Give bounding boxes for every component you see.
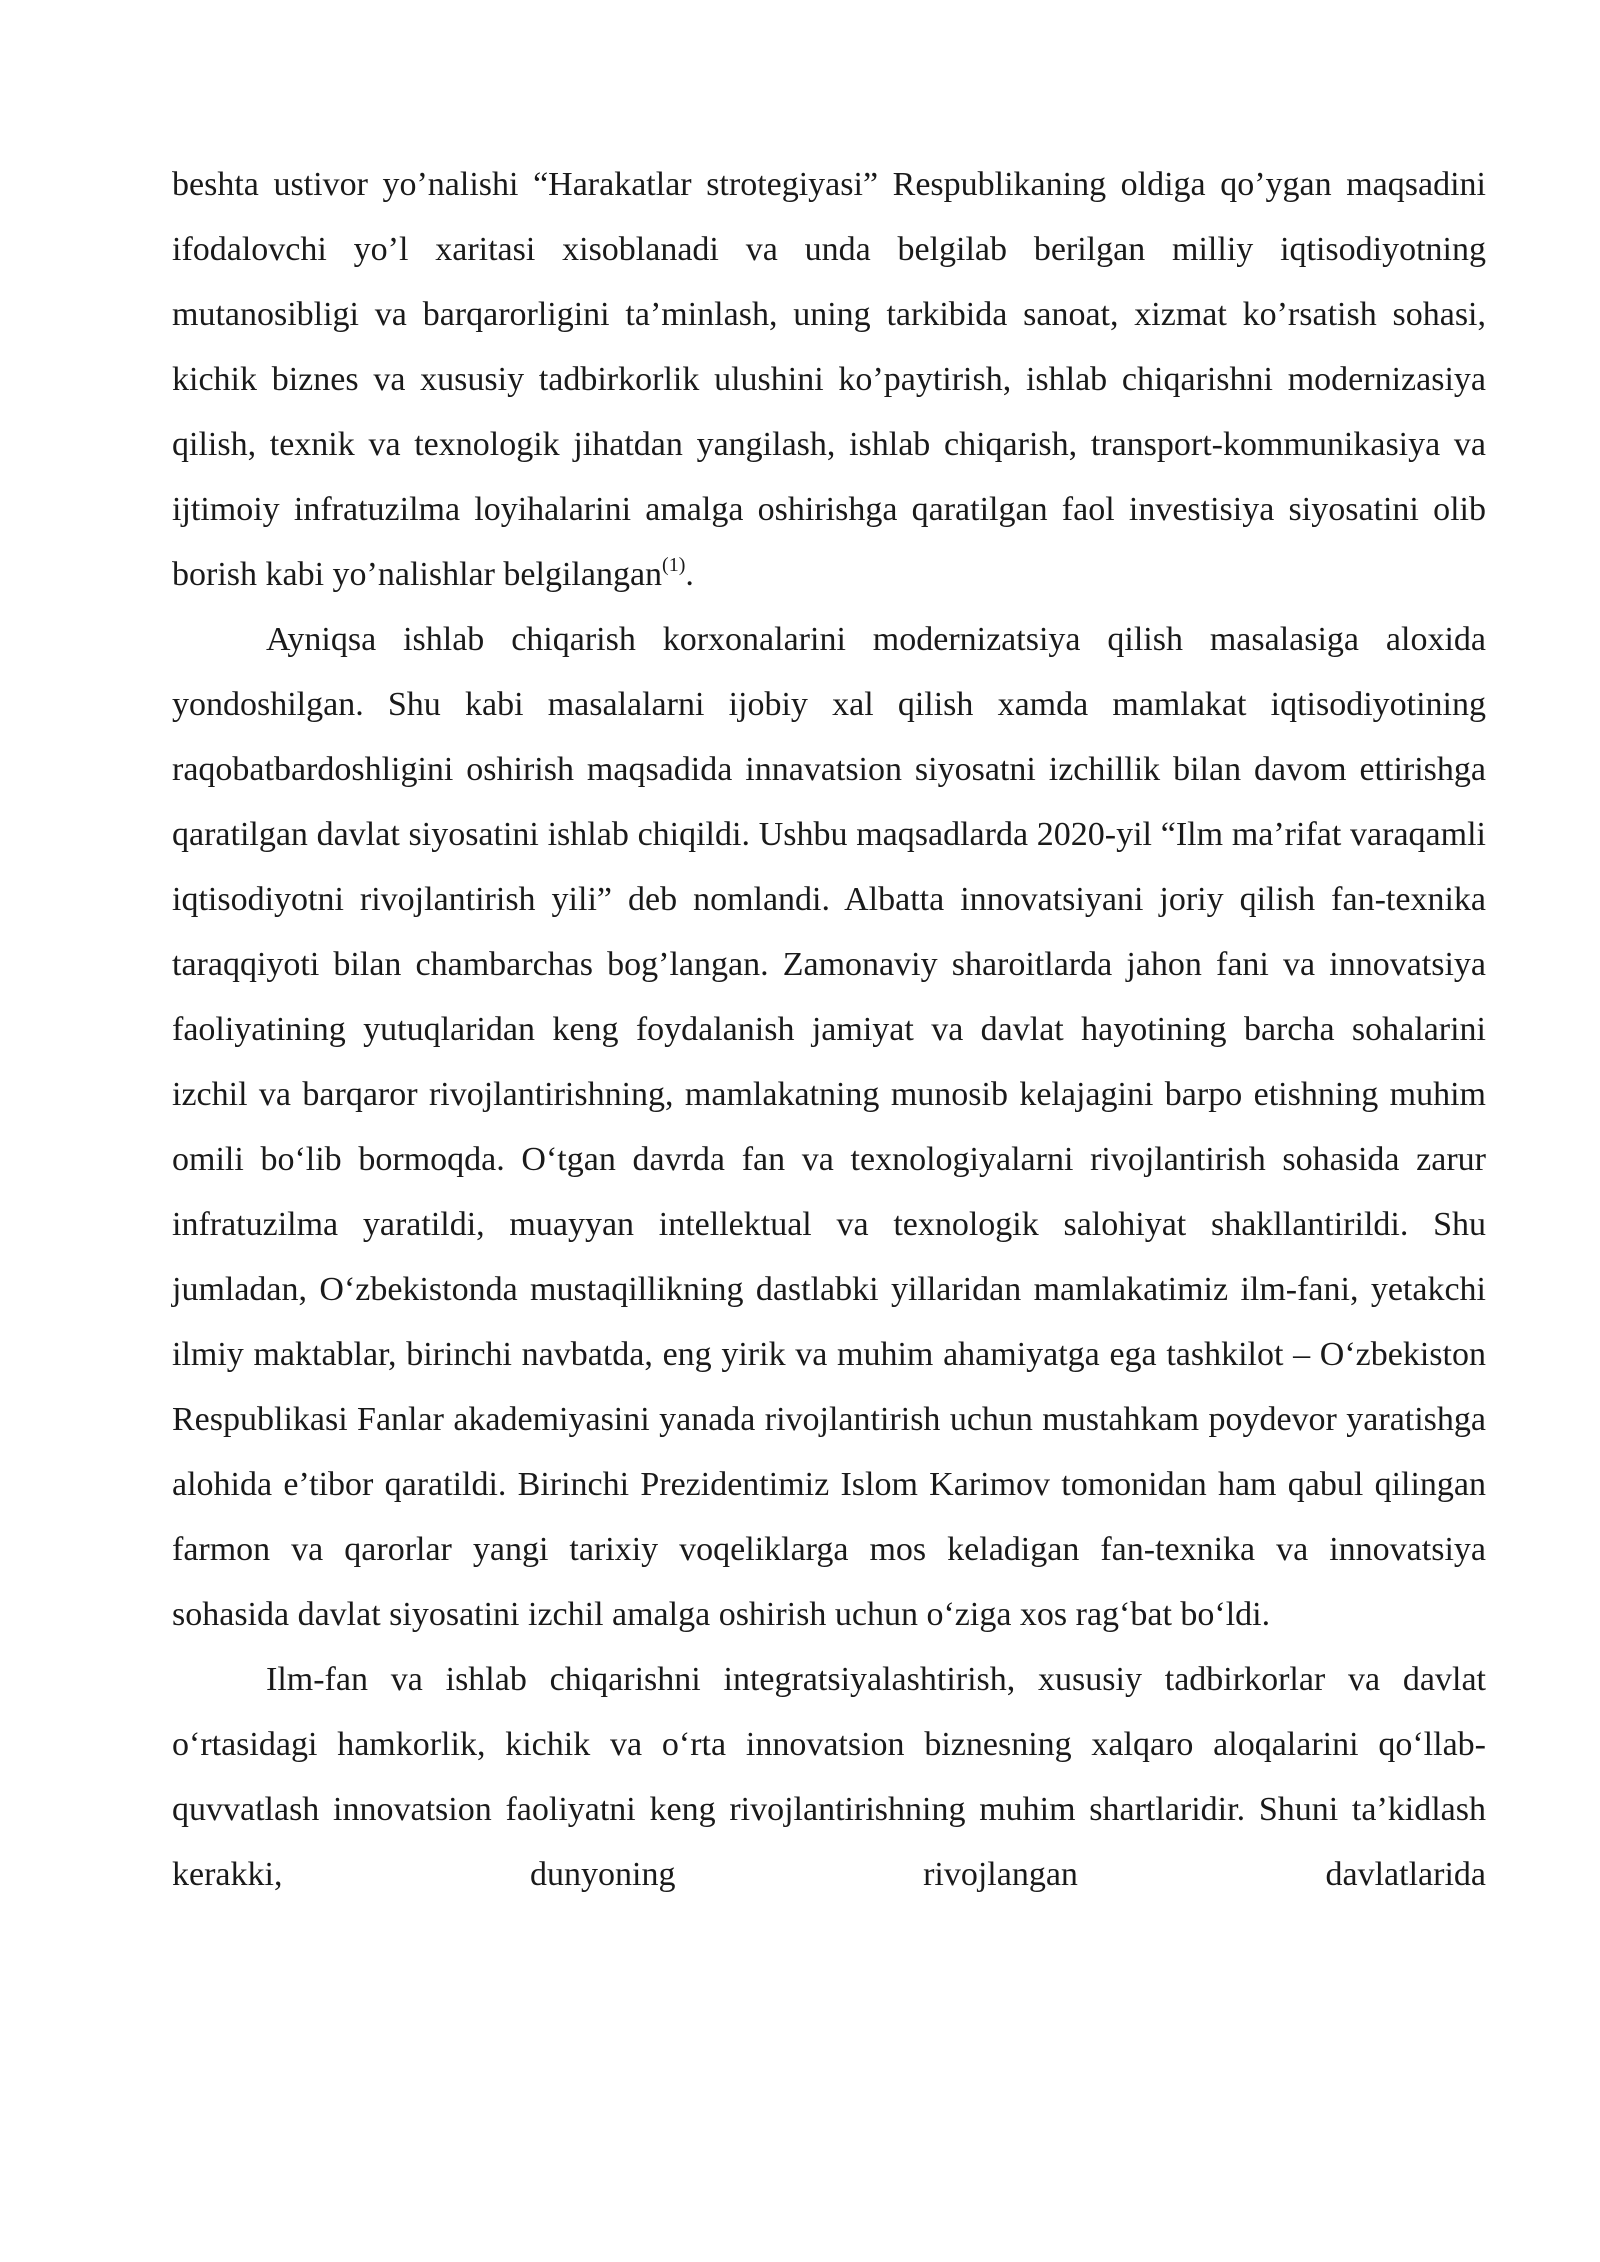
paragraph-2 <box>172 607 1486 1647</box>
paragraph-2-text: Ayniqsa ishlab chiqarish korxonalarini modernizatsiya qilish masalasiga aloxida yondoshilgan. Shu kabi masalalarni ijobiy xal qilish xamda mamlakat iqtisodiyotining raqobatbardoshligini oshirish maqsadida innavatsion siyosatni izchillik bilan davom ettirishga qaratilgan davlat siyosatini ishlab chiqildi. Ushbu maqsadlarda 2020-yil “Ilm ma’rifat varaqamli iqtisodiyotni rivojlantirish yili” deb nomlandi. Albatta innovatsiyani joriy qilish fan-texnika taraqqiyoti bilan chambarchas bog’langan. Zamonaviy sharoitlarda jahon fani va innovatsiya faoliyatining yutuqlaridan keng foydalanish jamiyat va davlat hayotining barcha sohalarini izchil va barqaror rivojlantirishning, mamlakatning munosib kelajagini barpo etishning muhim omili bo‘lib bormoqda. O‘tgan davrda fan va texnologiyalarni rivojlantirish sohasida zarur infratuzilma yaratildi, muayyan intellektual va texnologik salohiyat shakllantirildi. Shu jumladan, O‘zbekistonda mustaqillikning dastlabki yillaridan mamlakatimiz ilm-fani, yetakchi ilmiy maktablar, birinchi navbatda, eng yirik va muhim ahamiyatga ega tashkilot – O‘zbekiston Respublikasi Fanlar akademiyasini yanada rivojlantirish uchun mustahkam poydevor yaratishga alohida e’tibor qaratildi. Birinchi Prezidentimiz Islom Karimov tomonidan ham qabul qilingan farmon va qarorlar yangi tarixiy voqeliklarga mos keladigan fan-texnika va innovatsiya sohasida davlat siyosatini izchil amalga oshirish uchun o‘ziga xos rag‘bat bo‘ldi. <box>172 621 1486 1633</box>
footnote-reference[interactable] <box>662 554 685 576</box>
paragraph-1-text: beshta ustivor yo’nalishi “Harakatlar strotegiyasi” Respublikaning oldiga qo’ygan maqsadini ifodalovchi yo’l xaritasi xisoblanadi va unda belgilab berilgan milliy iqtisodiyotning mutanosibligi va barqarorligini ta’minlash, uning tarkibida sanoat, xizmat ko’rsatish sohasi, kichik biznes va xususiy tadbirkorlik ulushini ko’paytirish, ishlab chiqarishni modernizasiya qilish, texnik va texnologik jihatdan yangilash, ishlab chiqarish, transport-kommunikasiya va ijtimoiy infratuzilma loyihalarini amalga oshirishga qaratilgan faol investisiya siyosatini olib borish kabi yo’nalishlar belgilangan <box>172 166 1486 593</box>
paragraph-1 <box>172 152 1486 607</box>
paragraph-1-tail: . <box>685 556 694 593</box>
paragraph-3 <box>172 1647 1486 1907</box>
footnote-reference-label: (1) <box>662 553 686 576</box>
document-page <box>172 152 1486 1907</box>
paragraph-3-text: Ilm-fan va ishlab chiqarishni integratsiyalashtirish, xususiy tadbirkorlar va davlat o‘rtasidagi hamkorlik, kichik va o‘rta innovatsion biznesning xalqaro aloqalarini qo‘llab-quvvatlash innovatsion faoliyatni keng rivojlantirishning muhim shartlaridir. Shuni ta’kidlash kerakki, dunyoning rivojlangan davlatlarida <box>172 1661 1486 1893</box>
